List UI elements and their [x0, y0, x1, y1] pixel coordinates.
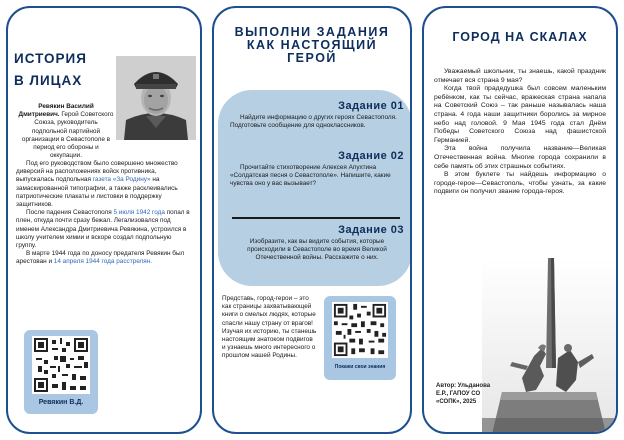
tasks-title-line1: ВЫПОЛНИ ЗАДАНИЯ	[234, 25, 390, 39]
panel-history	[6, 6, 202, 434]
author-line-2: Е.Р., ГАПОУ СО	[436, 391, 481, 397]
history-title-line2: В ЛИЦАХ	[14, 73, 83, 88]
task-2-title: Задание 02	[338, 150, 404, 162]
monument-image	[482, 258, 616, 434]
city-title: ГОРОД НА СКАЛАХ	[452, 30, 588, 44]
qr-card-hero[interactable]	[24, 330, 98, 414]
qr-code-icon	[332, 302, 388, 358]
task-2	[230, 150, 404, 189]
panel-tasks	[212, 6, 412, 434]
tasks-closing-text: Представь, город-герои – это как страницы захватывающей книги о смелых людях, которые спасли нашу страну от врагов! Изучая их историю, ты станешь настоящим знатоком подвигов и узнаешь много интересного о прошлом нашей Родины.	[222, 295, 317, 360]
hero-bio-text: Герой Советского Союза, руководитель подпольной партийной организации в Севастополе в период его обороны и оккупации.	[21, 111, 114, 160]
qr-code-quiz[interactable]	[332, 302, 388, 358]
task-divider	[232, 217, 400, 219]
history-para-1	[16, 160, 192, 209]
para1-text-b: на замаскированной типографии, а также расклеивались патриотические плакаты и листовки в поддержку защитников.	[16, 176, 178, 209]
newspaper-link[interactable]: газета «За Родину»	[92, 176, 151, 184]
history-para-2	[16, 209, 192, 250]
para2-text-b: попал в плен, откуда почти сразу бежал. Легализовался под именем Александра Дмитриевича Ревякина, устроился в школу учителем химии и вскоре создал подпольную группу.	[16, 209, 190, 250]
tasks-bubble	[218, 90, 412, 286]
para2-text-a: После падения Севастополя	[26, 209, 114, 217]
qr-code-icon	[32, 336, 90, 394]
hero-portrait	[116, 56, 196, 140]
author-credit	[436, 382, 506, 406]
qr-caption-hero: Ревякин В.Д.	[38, 399, 84, 406]
execution-date-link[interactable]: 14 апреля 1944 года расстрелян.	[53, 258, 153, 266]
city-text	[434, 68, 606, 197]
city-para-3: Эта война получила название—Великая Отечественная война. Многие города сохранили в себе память об этих страшных событиях.	[434, 145, 606, 170]
task-2-text: Прочитайте стихотворение Алексея Апухтина «Солдатская песня о Севастополе». Напишите, какие чувства оно у вас вызывает?	[230, 164, 391, 188]
para1-text-a: Под его руководством было совершено множество диверсий на расположениях войск противника, выпускалась подпольная	[16, 160, 178, 184]
date-link[interactable]: 5 июля 1942 года	[113, 209, 165, 217]
tasks-title	[214, 26, 410, 65]
qr-card-quiz[interactable]	[324, 296, 396, 380]
history-body	[16, 160, 192, 267]
qr-caption-quiz: Покажи свои знания	[334, 364, 386, 370]
history-title	[14, 48, 87, 92]
task-1-title: Задание 01	[338, 100, 404, 112]
history-para-3	[16, 250, 192, 266]
author-line-3: «СОПК», 2025	[436, 399, 477, 405]
city-para-1: Уважаемый школьник, ты знаешь, какой праздник отмечает вся страна 9 мая?	[434, 68, 606, 84]
tasks-title-line3: ГЕРОЙ	[287, 51, 337, 65]
history-title-line1: ИСТОРИЯ	[14, 51, 87, 66]
tasks-title-line2: КАК НАСТОЯЩИЙ	[246, 38, 378, 52]
panel-city	[422, 6, 618, 434]
task-3	[230, 224, 404, 263]
task-3-text: Изобразите, как вы видите события, которые происходили в Севастополе во время Великой Отечественной войны. Расскажите о них.	[247, 238, 387, 262]
task-1	[230, 100, 404, 130]
city-para-4: В этом буклете ты найдешь информацию о городе-герое—Севастополь, чтобы узнать, за какие подвиги он получил звание города-героя.	[434, 171, 606, 196]
task-3-title: Задание 03	[338, 224, 404, 236]
qr-code-hero[interactable]	[32, 336, 90, 394]
hero-bio	[18, 103, 114, 160]
para3-text-a: В марте 1944 года по доносу предателя Ревякин был арестован и	[16, 250, 185, 266]
author-line-1: Автор: Ульданова	[436, 383, 491, 389]
city-para-2: Когда твой прадедушка был совсем маленьким ребёнком, как ты сейчас, вражеская страна напала на Советский Союз – так раньше называлась наша страна. 4 года наши защитники боролись за мирное небо над головой. 9 Мая 1945 года стал Днём Победы Советского Союза над фашистской Германией.	[434, 85, 606, 144]
task-1-text: Найдите информацию о других героях Севастополя. Подготовьте сообщение для одноклассников.	[230, 114, 397, 130]
hero-name: Ревякин Василий Дмитриевич.	[18, 103, 94, 119]
